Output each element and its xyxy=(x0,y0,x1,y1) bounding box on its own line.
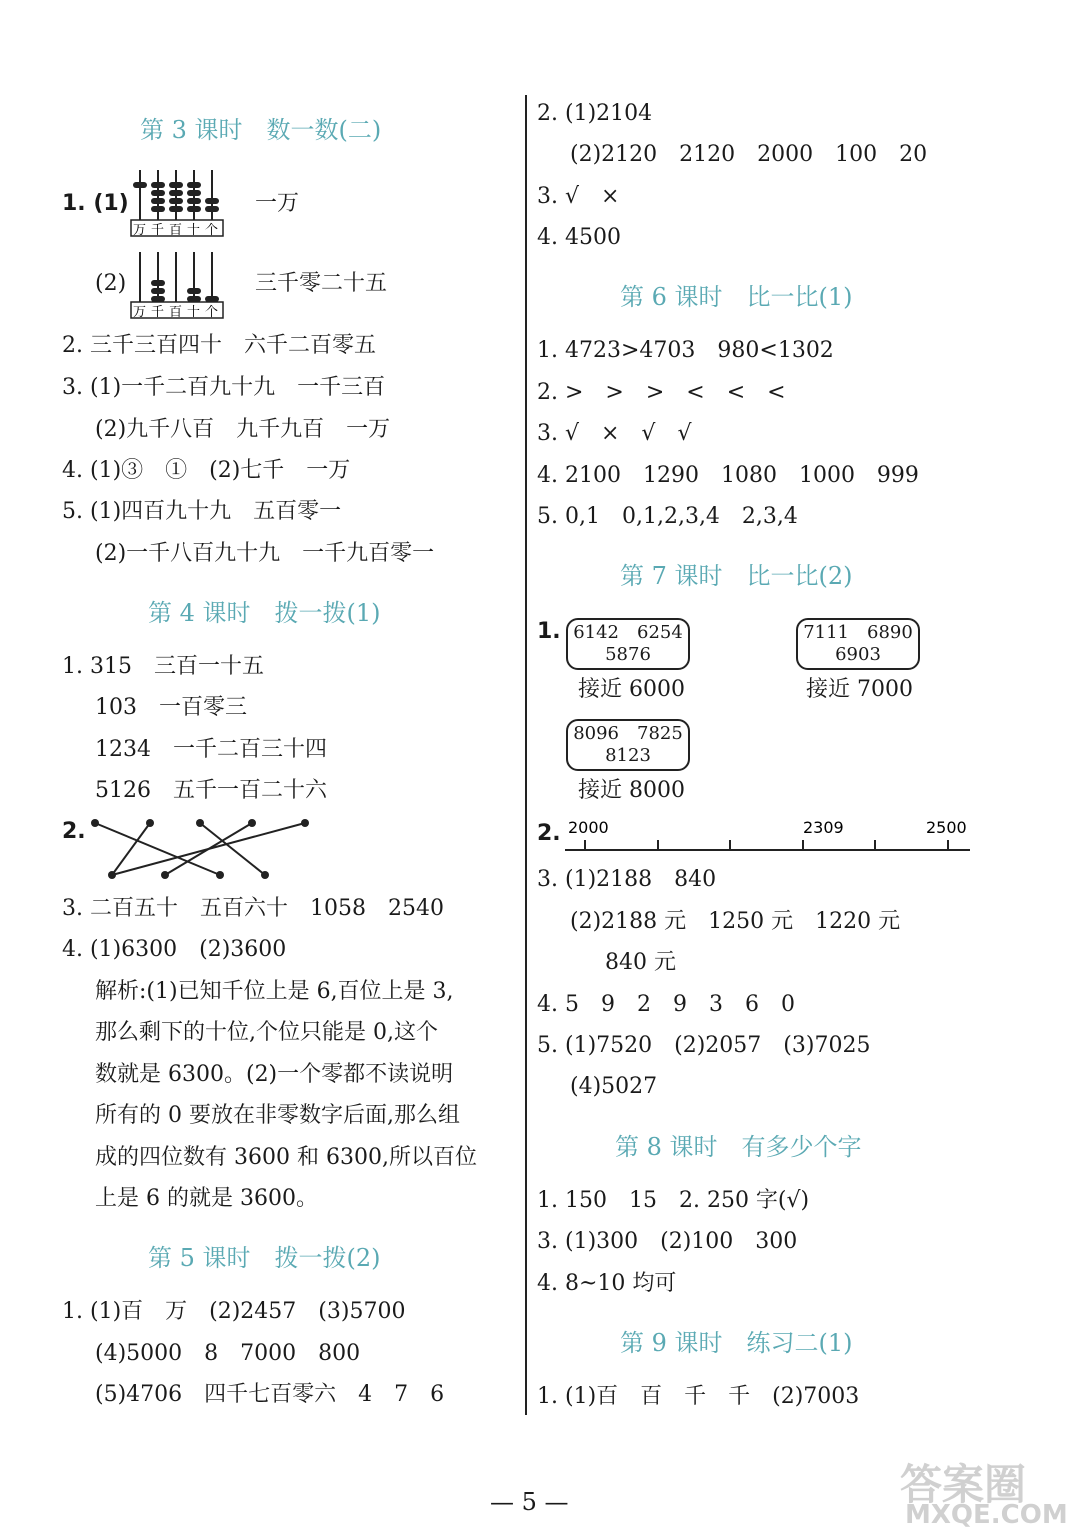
number-group-2-bottom: 6903 xyxy=(835,644,881,665)
b1b-answer: 103 一百零三 xyxy=(95,695,247,720)
e5b-answer: (4)5027 xyxy=(570,1074,658,1099)
number-group-3 xyxy=(566,719,690,771)
e4-answer: 4. 5 9 2 9 3 6 0 xyxy=(537,992,795,1017)
b1a-answer: 1. 315 三百一十五 xyxy=(62,654,264,679)
analysis-line-6: 上是 6 的就是 3600。 xyxy=(95,1186,318,1211)
analysis-line-2: 那么剩下的十位,个位只能是 0,这个 xyxy=(95,1020,438,1045)
d4-answer: 4. 2100 1290 1080 1000 999 xyxy=(537,463,919,488)
e1-label: 1. xyxy=(537,619,561,644)
number-group-2-top: 7111 6890 xyxy=(803,622,913,643)
e3a-answer: 3. (1)2188 840 xyxy=(537,867,717,892)
abacus-label: 百 xyxy=(169,305,183,320)
b2-label: 2. xyxy=(62,819,86,844)
number-group-3-top: 8096 7825 xyxy=(573,723,683,744)
q5a-answer: 5. (1)四百九十九 五百零一 xyxy=(62,499,342,524)
number-group-1-top: 6142 6254 xyxy=(573,622,683,643)
b4-answer: 4. (1)6300 (2)3600 xyxy=(62,937,287,962)
number-line xyxy=(560,815,975,860)
column-divider xyxy=(525,95,527,1415)
abacus-label: 十 xyxy=(187,305,201,320)
d5-answer: 5. 0,1 0,1,2,3,4 2,3,4 xyxy=(537,504,798,529)
abacus-label: 十 xyxy=(187,223,201,238)
q3a-answer: 3. (1)一千二百九十九 一千三百 xyxy=(62,375,386,400)
r3-answer: 3. √ × xyxy=(537,184,620,209)
number-group-2 xyxy=(796,618,920,670)
analysis-line-3: 数就是 6300。(2)一个零都不读说明 xyxy=(95,1062,454,1087)
c1a-answer: 1. (1)百 万 (2)2457 (3)5700 xyxy=(62,1299,406,1324)
q1-2-answer: 三千零二十五 xyxy=(255,271,388,296)
lesson-7-heading: 第 7 课时 比一比(2) xyxy=(620,562,853,590)
near-6000: 接近 6000 xyxy=(578,677,685,702)
lesson-8-heading: 第 8 课时 有多少个字 xyxy=(615,1133,862,1161)
q5b-answer: (2)一千八百九十九 一千九百零一 xyxy=(95,541,435,566)
abacus-label: 个 xyxy=(205,305,219,320)
abacus-label: 万 xyxy=(133,223,147,238)
tick-label-2500: 2500 xyxy=(926,818,967,837)
number-group-3-bottom: 8123 xyxy=(605,745,651,766)
b3-answer: 3. 二百五十 五百六十 1058 2540 xyxy=(62,896,444,921)
abacus-2 xyxy=(130,250,230,320)
r2b-answer: (2)2120 2120 2000 100 20 xyxy=(570,142,928,167)
number-group-1 xyxy=(566,618,690,670)
watermark-url: MXQE.COM xyxy=(905,1500,1068,1530)
abacus-1 xyxy=(130,168,230,238)
abacus-label: 千 xyxy=(151,305,165,320)
lesson-4-heading: 第 4 课时 拨一拨(1) xyxy=(148,599,381,627)
analysis-line-1: 解析:(1)已知千位上是 6,百位上是 3, xyxy=(95,979,454,1004)
e5a-answer: 5. (1)7520 (2)2057 (3)7025 xyxy=(537,1033,871,1058)
b1c-answer: 1234 一千二百三十四 xyxy=(95,737,327,762)
c1c-answer: (5)4706 四千七百零六 4 7 6 xyxy=(95,1382,445,1407)
f3-answer: 3. (1)300 (2)100 300 xyxy=(537,1229,798,1254)
q2-answer: 2. 三千三百四十 六千二百零五 xyxy=(62,333,376,358)
r4-answer: 4. 4500 xyxy=(537,225,621,250)
lesson-3-heading: 第 3 课时 数一数(二) xyxy=(140,116,382,144)
c1b-answer: (4)5000 8 7000 800 xyxy=(95,1341,361,1366)
r2a-answer: 2. (1)2104 xyxy=(537,101,653,126)
b1d-answer: 5126 五千一百二十六 xyxy=(95,778,327,803)
d1-answer: 1. 4723>4703 980<1302 xyxy=(537,338,834,363)
analysis-line-5: 成的四位数有 3600 和 6300,所以百位 xyxy=(95,1145,477,1170)
analysis-line-4: 所有的 0 要放在非零数字后面,那么组 xyxy=(95,1103,460,1128)
tick-label-2000: 2000 xyxy=(568,818,609,837)
q3b-answer: (2)九千八百 九千九百 一万 xyxy=(95,417,391,442)
abacus-label: 千 xyxy=(151,223,165,238)
e3b-answer: (2)2188 元 1250 元 1220 元 xyxy=(570,909,901,934)
near-7000: 接近 7000 xyxy=(806,677,913,702)
page-number: — 5 — xyxy=(490,1488,569,1516)
lesson-6-heading: 第 6 课时 比一比(1) xyxy=(620,283,853,311)
d2-answer: 2. > > > < < < xyxy=(537,380,786,405)
watermark-logo: 答案圈 xyxy=(900,1460,1027,1509)
q1-1-label: 1. (1) xyxy=(62,191,129,216)
q1-2-label: (2) xyxy=(95,271,127,296)
f4-answer: 4. 8~10 均可 xyxy=(537,1271,677,1296)
lesson-5-heading: 第 5 课时 拨一拨(2) xyxy=(148,1244,381,1272)
q1-1-answer: 一万 xyxy=(255,191,300,216)
number-group-1-bottom: 5876 xyxy=(605,644,651,665)
near-8000: 接近 8000 xyxy=(578,778,685,803)
g1-answer: 1. (1)百 百 千 千 (2)7003 xyxy=(537,1384,860,1409)
abacus-label: 万 xyxy=(133,305,147,320)
q4-answer: 4. (1)③ ① (2)七千 一万 xyxy=(62,458,351,483)
d3-answer: 3. √ × √ √ xyxy=(537,421,692,446)
e3c-answer: 840 元 xyxy=(605,950,676,975)
matching-lines xyxy=(90,815,320,885)
lesson-9-heading: 第 9 课时 练习二(1) xyxy=(620,1329,853,1357)
abacus-label: 个 xyxy=(205,223,219,238)
e2-label: 2. xyxy=(537,821,561,846)
abacus-label: 百 xyxy=(169,223,183,238)
f1-answer: 1. 150 15 2. 250 字(√) xyxy=(537,1188,810,1213)
tick-label-2309: 2309 xyxy=(803,818,844,837)
